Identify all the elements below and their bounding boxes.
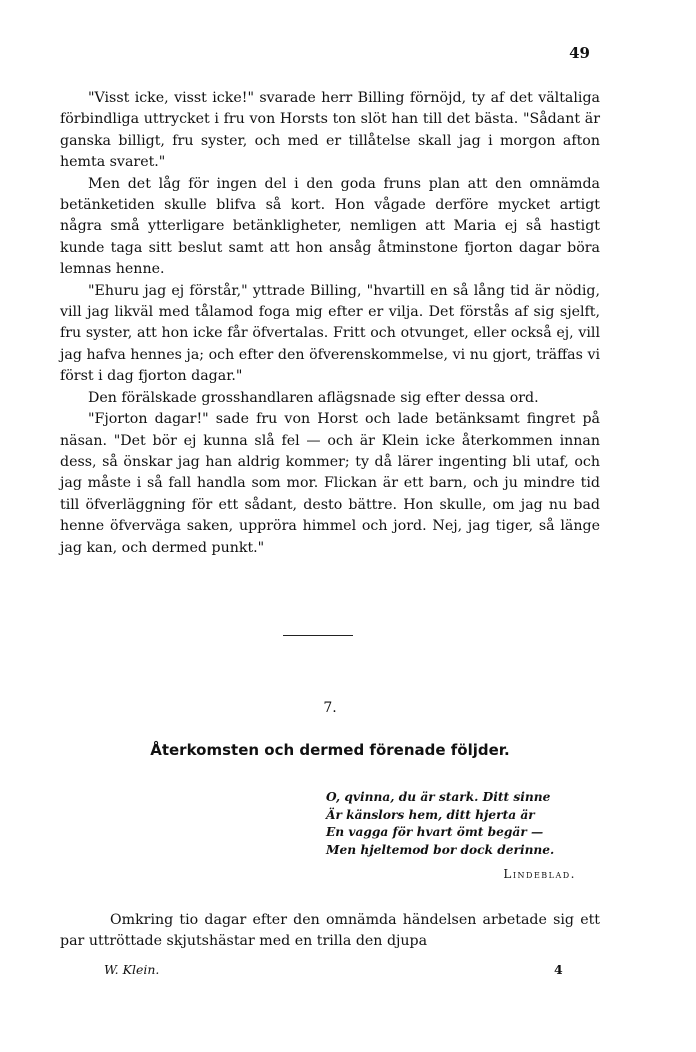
paragraph-2: Men det låg för ingen del i den goda fruns plan att den omnämda betänketiden skulle blifva så kort. Hon vågade derföre mycket artigt några små ytterligare betänkligheter, nemligen att Maria ej så hastigt kunde taga sitt beslut samt att hon ansåg åtminstone fjorton dagar böra lemnas henne.: [60, 175, 600, 278]
signature-mark: W. Klein.: [104, 962, 160, 977]
epigraph-line-1: O, qvinna, du är stark. Ditt sinne: [326, 790, 551, 804]
chapter-body-text: [60, 910, 600, 953]
epigraph-line-4: Men hjeltemod bor dock derinne.: [326, 842, 555, 857]
paragraph-5: "Fjorton dagar!" sade fru von Horst och lade betänksamt fingret på näsan. "Det bör ej kunna slå fel — och är Klein icke återkommen innan dess, så önskar jag han aldrig kommer; ty då lärer ingenting bli utaf, och jag måste i så fall handla som mor. Flickan är ett barn, och ju mindre tid till öfverläggning för ett sådant, desto bättre. Hon skulle, om jag nu bad henne öfverväga saken, uppröra himmel och jord. Nej, jag tiger, så länge jag kan, och dermed punkt.": [60, 411, 600, 556]
chapter-title: Återkomsten och dermed förenade följder.: [150, 741, 510, 759]
chapter-number: 7.: [323, 700, 337, 716]
body-text: [60, 88, 600, 559]
paragraph-1: "Visst icke, visst icke!" svarade herr Billing förnöjd, ty af det vältaliga förbindliga uttrycket i fru von Horsts ton slöt han till det bästa. "Sådant är ganska billigt, fru syster, och med er tillåtelse skall jag i morgon afton hemta svaret.": [60, 90, 600, 171]
section-divider: [283, 635, 353, 636]
epigraph: [326, 789, 616, 884]
epigraph-author: Lindeblad.: [503, 867, 576, 881]
paragraph-3: "Ehuru jag ej förstår," yttrade Billing, "hvartill en så lång tid är nödig, vill jag likväl med tålamod foga mig efter er vilja. Det förstås af sig sjelft, fru syster, att hon icke får öfvertalas. Fritt och otvunget, eller också ej, vill jag hafva hennes ja; och efter den öfverenskommelse, vi nu gjort, träffas vi först i dag fjorton dagar.": [60, 282, 600, 385]
closing-paragraph: Omkring tio dagar efter den omnämda händelsen arbetade sig ett par uttröttade skjutshästar med en trilla den djupa: [60, 912, 600, 950]
paragraph-4: Den förälskade grosshandlaren aflägsnade sig efter dessa ord.: [88, 389, 539, 406]
sheet-number: 4: [554, 962, 563, 977]
page-number: 49: [569, 44, 590, 62]
epigraph-line-2: Är känslors hem, ditt hjerta är: [326, 807, 535, 822]
epigraph-line-3: En vagga för hvart ömt begär —: [326, 825, 544, 839]
